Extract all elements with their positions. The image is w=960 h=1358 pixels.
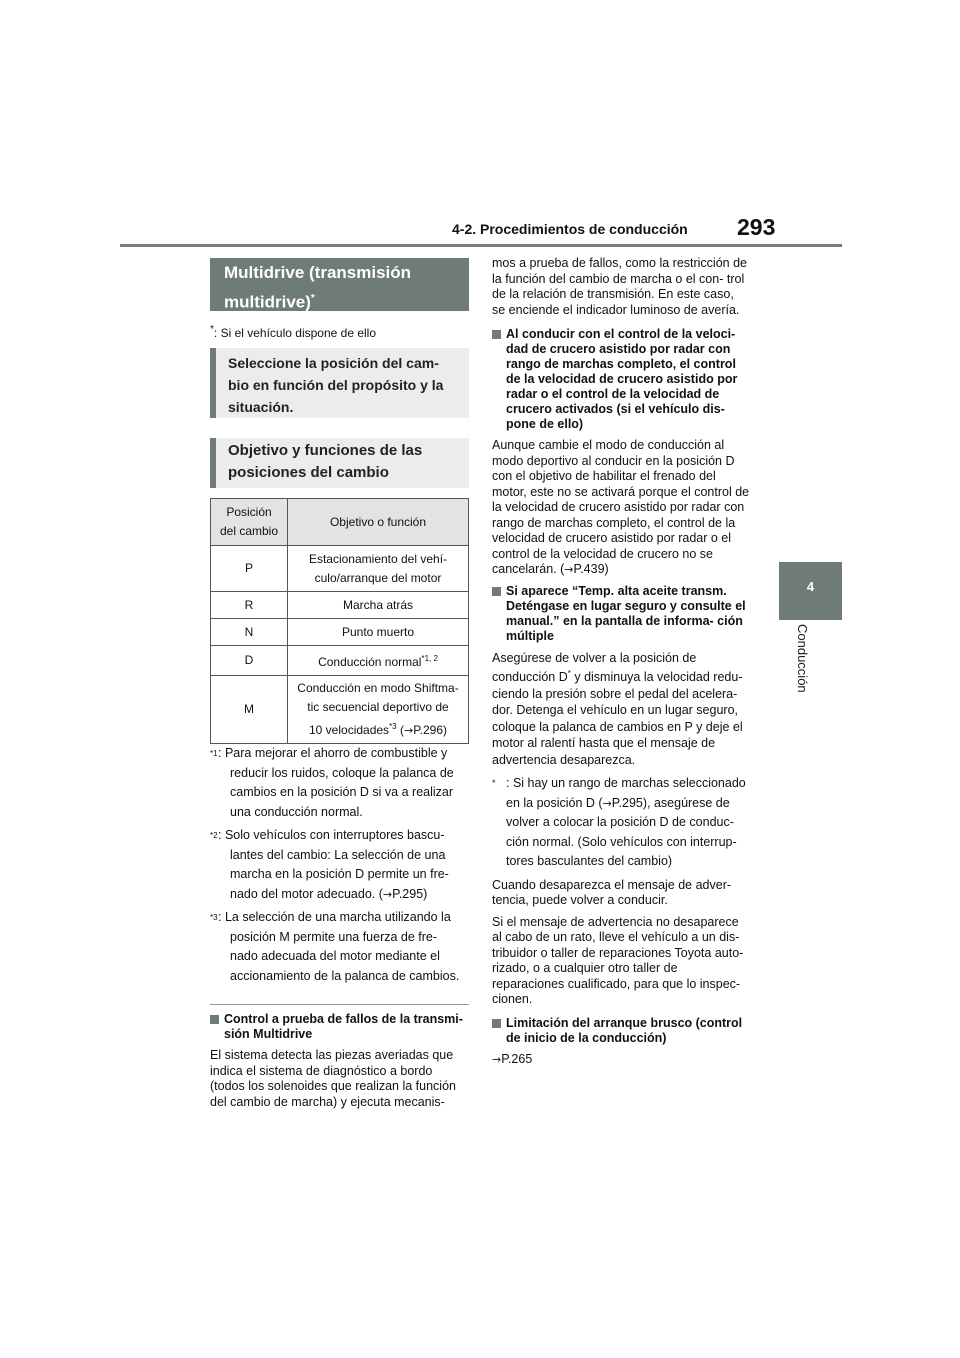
section-heading-line1: Multidrive (transmisión [224, 263, 412, 282]
position-cell: R [211, 592, 288, 619]
bullet-square-icon [492, 330, 501, 339]
failsafe-section [210, 1012, 470, 1110]
position-cell: D [211, 646, 288, 676]
right-column [492, 256, 750, 1073]
bullet-square-icon [492, 1019, 501, 1028]
table-row [211, 592, 469, 619]
note-mark: * [210, 324, 214, 335]
cruise-heading: Al conducir con el control de la veloci- dad de crucero asistido por radar con rango de marchas completo, el control de la velocidad de crucero asistido por radar o el control de la velocidad de crucero activados (si el vehículo dis- pone de ello) [492, 327, 750, 432]
cruise-body: Aunque cambie el modo de conducción al modo deportivo al conducir en la posición D con el objetivo de habilitar el frenado del motor, este no se activará porque el control de la velocidad de crucero asistido por radar con rango de marchas completo, el control de la velocidad de crucero asistido por radar o el control de la velocidad de crucero no se cancelarán. (→P.439) [492, 438, 750, 576]
table-row [211, 546, 469, 592]
function-cell: Marcha atrás [288, 592, 469, 619]
position-cell: P [211, 546, 288, 592]
launch-limit-heading: Limitación del arranque brusco (control de inicio de la conducción) [492, 1016, 750, 1046]
section-heading [210, 258, 469, 311]
table-row [211, 676, 469, 744]
oil-temp-footnote: * : Si hay un rango de marchas seleccionado en la posición D (→P.295), asegúrese de volver a colocar la posición D de conduc- ción normal. (Solo vehículos con interrup- tores basculantes del cambio) [492, 776, 746, 869]
chapter-label: Conducción [795, 624, 810, 693]
warning-clear-body: Cuando desaparezca el mensaje de adver- tencia, puede volver a conducir. [492, 877, 732, 908]
function-cell: Estacionamiento del vehí- culo/arranque del motor [288, 546, 469, 592]
position-cell: M [211, 676, 288, 744]
section-heading-star: * [310, 293, 315, 304]
footnote: $^{*3}$ : La selección de una marcha utilizando la posición M permite una fuerza de fre- nado adecuada del motor mediante el accionamiento de la palanca de cambios. [210, 910, 460, 983]
oil-temp-body: Asegúrese de volver a la posición de conducción D* y disminuya la velocidad redu- ciendo la presión sobre el pedal del acelera- dor. Detenga el vehículo en un lugar seguro, coloque la palanca de cambios en P y deje el motor al ralentí hasta que el mensaje de advertencia desaparezca. [492, 650, 743, 767]
failsafe-body: El sistema detecta las piezas averiadas que indica el sistema de diagnóstico a bordo (todos los solenoides que realizan la función del cambio de marcha) y ejecuta mecanis- [210, 1048, 456, 1109]
chapter-tab: 4 [779, 562, 842, 620]
table-row [211, 619, 469, 646]
note-text: : Si el vehículo dispone de ello [213, 326, 377, 340]
function-cell: Punto muerto [288, 619, 469, 646]
failsafe-body-cont: mos a prueba de fallos, como la restricción de la función del cambio de marcha o el con- trol de la relación de transmisión. En este caso, se enciende el indicador luminoso de avería. [492, 256, 747, 317]
table-header-row [211, 499, 469, 546]
objective-box [210, 438, 469, 488]
launch-limit-ref: →P.265 [492, 1051, 533, 1066]
section-heading-line2: multidrive) [224, 292, 311, 312]
position-cell: N [211, 619, 288, 646]
page-number: 293 [737, 214, 776, 240]
function-cell: Conducción normal$^{*1, 2}$ [288, 646, 469, 676]
warning-persist-body: Si el mensaje de advertencia no desaparece al cabo de un rato, lleve el vehículo a un dis- tribuidor o taller de reparaciones Toyota auto- rizado, o a cualquier otro taller de reparaciones cualificado, para que lo inspec- cionen. [492, 914, 744, 1007]
header-divider [120, 244, 842, 247]
function-cell: Conducción en modo Shiftma- tic secuencial deportivo de 10 velocidades$^{*3}$ (→P.296) [288, 676, 469, 744]
select-line: Seleccione la posición del cam- [228, 355, 439, 371]
table-footnotes [210, 744, 470, 986]
footnote: $^{*1}$ : Para mejorar el ahorro de combustible y reducir los ruidos, coloque la palanca de cambios en la posición D si va a realizar una conducción normal. [210, 746, 454, 819]
col-position-header: Posición del cambio [211, 499, 288, 546]
oil-temp-heading: Si aparece “Temp. alta aceite transm. Deténgase en lugar seguro y consulte el manual.” en la pantalla de informa- ción múltiple [492, 584, 750, 644]
select-line: bio en función del propósito y la [228, 377, 444, 393]
select-position-box [210, 348, 469, 418]
section-divider [210, 1004, 469, 1005]
objective-line: posiciones del cambio [228, 464, 389, 481]
col-function-header: Objetivo o función [288, 499, 469, 546]
bullet-square-icon [492, 587, 501, 596]
failsafe-heading: Control a prueba de fallos de la transmi- sión Multidrive [210, 1012, 470, 1042]
footnote: $^{*2}$ : Solo vehículos con interruptores bascu- lantes del cambio: La selección de una marcha en la posición D permite un fre- nado del motor adecuado. (→P.295) [210, 828, 449, 901]
table-row [211, 646, 469, 676]
shift-position-table [210, 498, 469, 744]
bullet-square-icon [210, 1015, 219, 1024]
section-title: 4-2. Procedimientos de conducción [452, 221, 688, 237]
availability-note [210, 324, 376, 340]
select-line: situación. [228, 399, 294, 415]
objective-line: Objetivo y funciones de las [228, 442, 423, 459]
